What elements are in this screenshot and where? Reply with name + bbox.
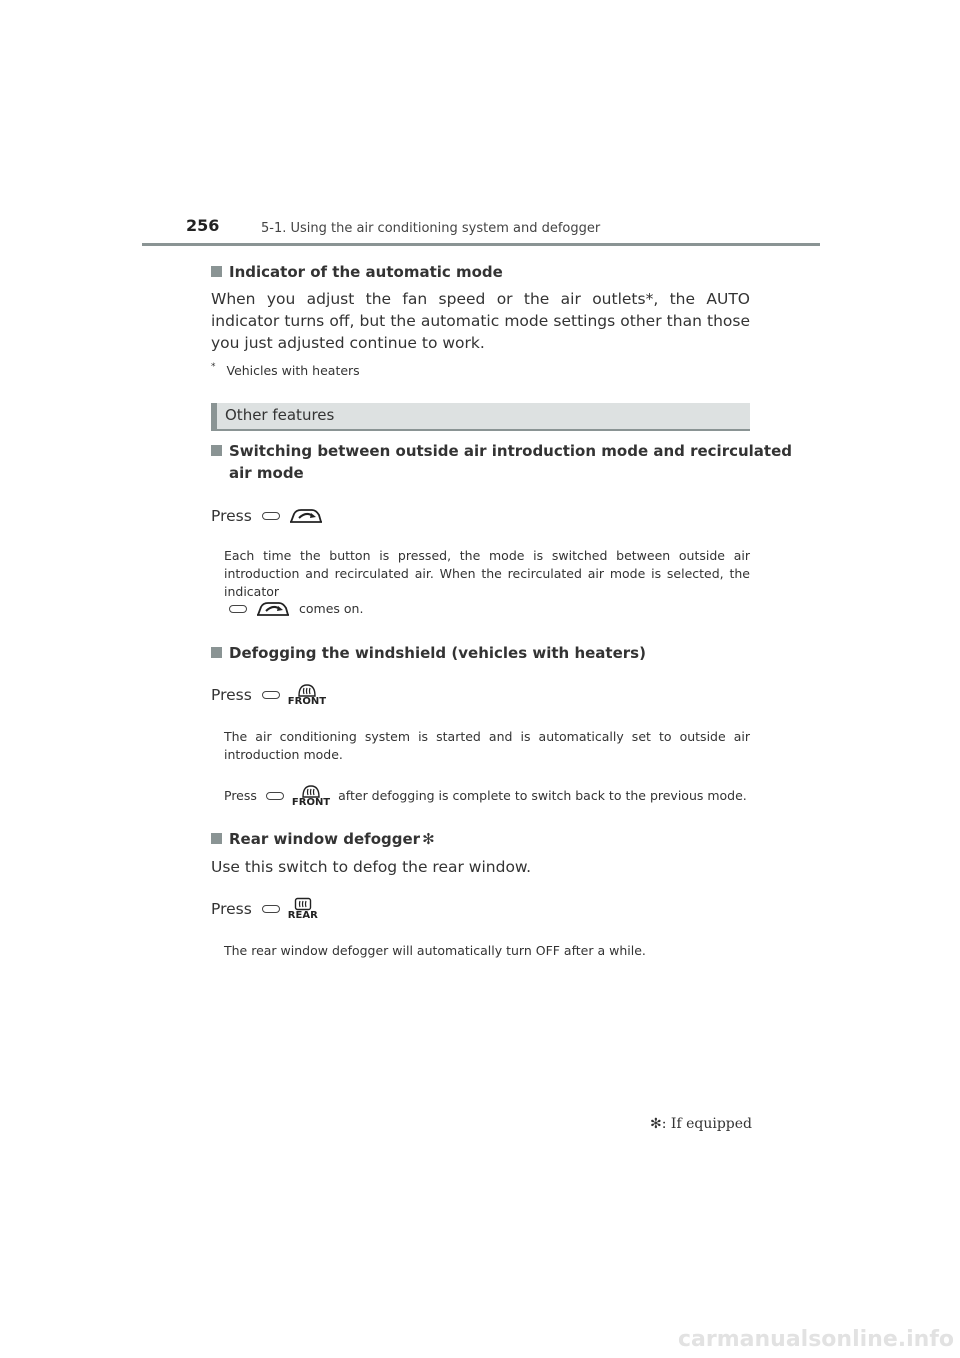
press-front-row-2 <box>224 784 747 808</box>
button-shape-icon <box>229 605 247 613</box>
if-equipped-mark: ✻ <box>422 830 435 848</box>
button-shape-icon <box>266 792 284 800</box>
square-bullet-icon <box>211 445 222 456</box>
rear-defogger-icon <box>288 897 318 921</box>
windshield-description: The air conditioning system is started and is automatically set to outside air introduction mode. <box>224 729 750 762</box>
press-label: Press <box>211 507 252 525</box>
rear-label: REAR <box>287 910 318 921</box>
banner-title: Other features <box>225 406 335 424</box>
press-front-row <box>211 683 326 707</box>
heading-windshield: Defogging the windshield (vehicles with heaters) <box>211 642 646 664</box>
square-bullet-icon <box>211 266 222 277</box>
section-banner <box>211 403 750 431</box>
button-shape-icon <box>262 691 280 699</box>
heading-rear-defogger: Rear window defogger ✻ <box>211 828 435 850</box>
recirculation-car-icon <box>288 505 324 527</box>
if-equipped-note: ✻: If equipped <box>650 1116 752 1132</box>
page-number: 256 <box>186 216 220 235</box>
rear-body: Use this switch to defog the rear window. <box>211 858 532 876</box>
indicator-row <box>229 598 363 620</box>
heading-auto-indicator: Indicator of the automatic mode <box>211 261 503 283</box>
heading-recirculation-line2: air mode <box>229 464 304 482</box>
auto-indicator-body: When you adjust the fan speed or the air outlets*, the AUTO indicator turns off, but the automatic mode settings other than those you just adjusted continue to work. <box>211 290 750 352</box>
front-label: FRONT <box>291 797 331 808</box>
press-label: Press <box>211 686 252 704</box>
after-defog-text: after defogging is complete to switch back to the previous mode. <box>338 788 747 803</box>
header-rule <box>142 243 820 246</box>
footnote-text: Vehicles with heaters <box>226 363 360 378</box>
square-bullet-icon <box>211 833 222 844</box>
section-title: 5-1. Using the air conditioning system and defogger <box>261 221 601 236</box>
button-shape-icon <box>262 905 280 913</box>
press-label: Press <box>211 900 252 918</box>
front-defogger-icon <box>288 683 326 707</box>
windshield-heat-icon <box>296 683 318 697</box>
press-rear-row <box>211 897 318 921</box>
windshield-heat-icon <box>300 784 322 798</box>
front-defogger-icon <box>292 784 330 808</box>
press-recirc-row <box>211 505 324 527</box>
recirculation-car-icon <box>255 598 291 620</box>
rear-window-heat-icon <box>294 897 312 911</box>
button-shape-icon <box>262 512 280 520</box>
press-label: Press <box>224 788 257 803</box>
if-equipped-mark: ✻ <box>650 1116 662 1132</box>
front-label: FRONT <box>287 696 327 707</box>
footnote <box>211 362 360 378</box>
comes-on-text: comes on. <box>299 601 364 616</box>
banner-bar <box>211 403 217 431</box>
rear-description: The rear window defogger will automatically turn OFF after a while. <box>224 943 646 958</box>
watermark: carmanualsonline.info <box>678 1327 954 1352</box>
footnote-mark: * <box>211 362 216 372</box>
recirc-description: Each time the button is pressed, the mode is switched between outside air introduction and recirculated air. When the recirculated air mode is selected, the indicator <box>224 548 750 599</box>
square-bullet-icon <box>211 647 222 658</box>
heading-recirculation: Switching between outside air introduction mode and recirculated <box>211 440 792 462</box>
